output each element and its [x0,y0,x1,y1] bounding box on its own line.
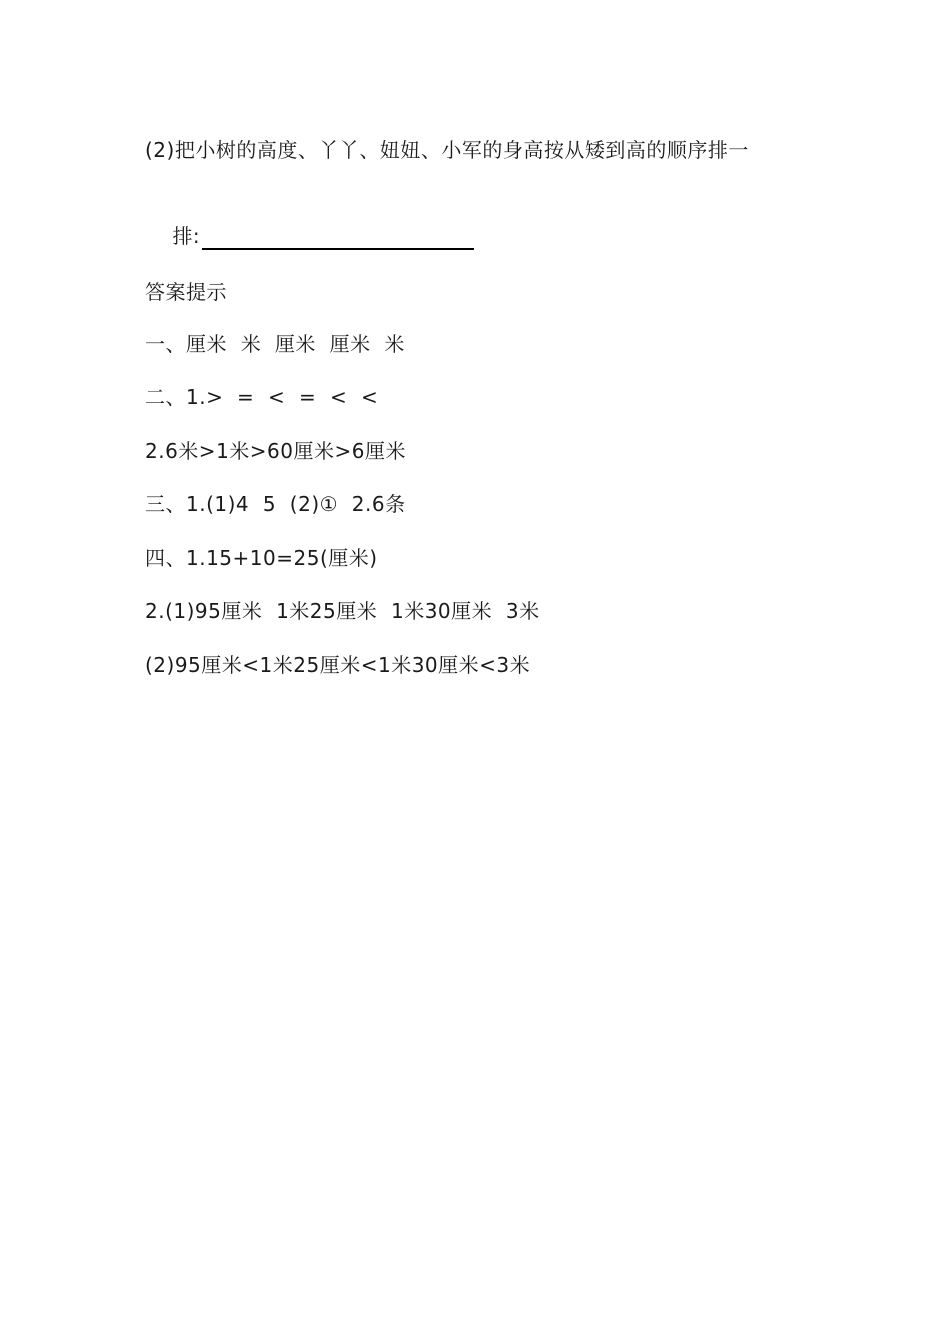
question-line-1: (2)把小树的高度、丫丫、妞妞、小军的身高按从矮到高的顺序排一 [145,138,749,162]
question-line-2-prefix: 排: [172,224,201,248]
answer-line-5: 四、1.15+10=25(厘米) [145,546,378,570]
answer-heading: 答案提示 [145,280,227,304]
answer-line-3: 2.6米>1米>60厘米>6厘米 [145,439,406,463]
answer-blank[interactable] [202,230,474,250]
answer-line-7: (2)95厘米<1米25厘米<1米30厘米<3米 [145,653,531,677]
answer-line-1: 一、厘米 米 厘米 厘米 米 [145,332,405,356]
answer-line-2: 二、1.> = < = < < [145,385,379,409]
question-line-2 [145,194,474,278]
answer-line-4: 三、1.(1)4 5 (2)① 2.6条 [145,492,406,516]
answer-line-6: 2.(1)95厘米 1米25厘米 1米30厘米 3米 [145,599,540,623]
